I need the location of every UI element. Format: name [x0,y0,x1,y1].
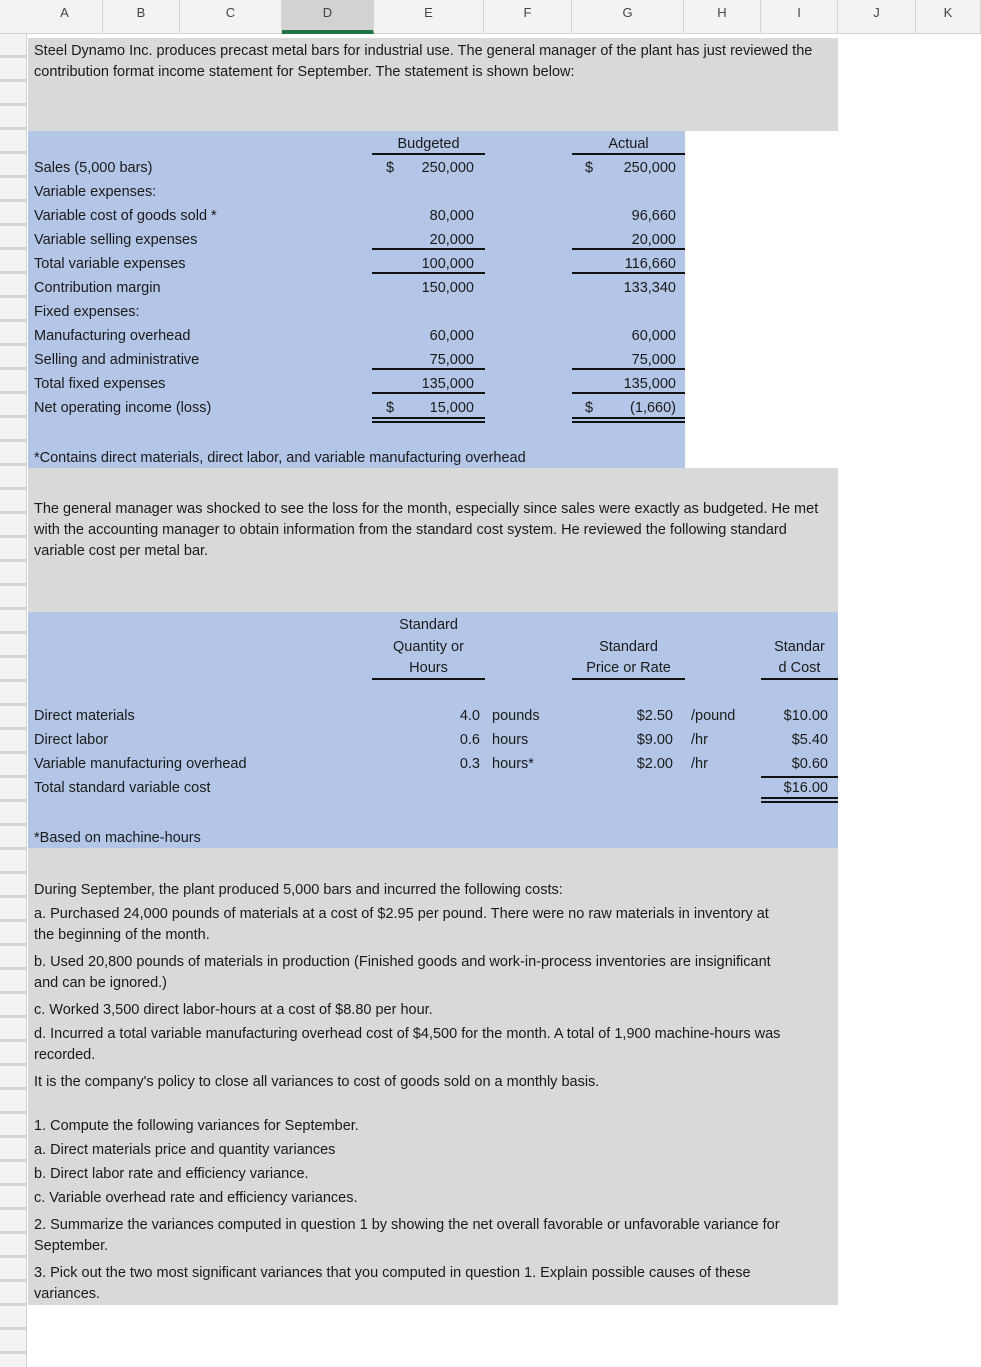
actual-value: 250,000 [623,160,676,176]
qty-header-2: Quantity or [393,639,464,655]
qty-header-1: Standard [399,617,458,633]
budgeted-value: 100,000 [421,256,474,272]
actual-value: (1,660) [630,400,676,416]
income-row-label: Variable cost of goods sold * [34,208,217,224]
underline [372,368,485,370]
cost-header-1: Standar [774,639,825,655]
standard-price: $2.50 [636,708,673,724]
currency-symbol: $ [386,160,395,176]
detail-item: c. Worked 3,500 direct labor-hours at a cost of $8.80 per hour. [34,1002,433,1018]
double-underline [372,421,485,423]
underline [372,248,485,250]
actual-value: 133,340 [623,280,676,296]
underline [372,392,485,394]
actual-value: 75,000 [631,352,676,368]
budgeted-value: 60,000 [429,328,474,344]
standard-cost: $0.60 [791,756,828,772]
price-header-2: Price or Rate [586,660,671,676]
standard-qty: 4.0 [459,708,480,724]
budgeted-value: 250,000 [421,160,474,176]
double-underline [372,417,485,419]
questions-list [34,1116,804,1305]
price-unit: /pound [691,708,736,724]
currency-symbol: $ [585,400,594,416]
column-header-c[interactable]: C [180,0,282,34]
detail-item: b. Used 20,800 pounds of materials in production (Finished goods and work-in-process inventories are insignificant and can be ignored.) [34,954,771,991]
double-underline [572,417,685,419]
income-row-label: Contribution margin [34,280,161,296]
column-header-k[interactable]: K [916,0,981,34]
standard-cost: $16.00 [783,780,828,796]
column-header-d[interactable]: D [282,0,374,34]
standard-row-label: Variable manufacturing overhead [34,756,247,772]
actual-value: 60,000 [631,328,676,344]
intro-text: Steel Dynamo Inc. produces precast metal bars for industrial use. The general manager of the plant has just reviewed the contribution format income statement for September. The statement is shown below: [34,43,813,80]
actual-value: 135,000 [623,376,676,392]
underline [572,368,685,370]
budgeted-header: Budgeted [397,136,460,152]
question-item: 1. Compute the following variances for September. [34,1118,359,1134]
column-header-b[interactable]: B [103,0,180,34]
standard-cost: $10.00 [783,708,828,724]
column-header-h[interactable]: H [684,0,761,34]
question-item: c. Variable overhead rate and efficiency variances. [34,1190,358,1206]
income-row-label: Manufacturing overhead [34,328,191,344]
detail-item: During September, the plant produced 5,000 bars and incurred the following costs: [34,882,563,898]
column-header-i[interactable]: I [761,0,838,34]
underline [572,272,685,274]
row-header-bar[interactable] [0,34,27,1367]
currency-symbol: $ [585,160,594,176]
column-header-a[interactable]: A [27,0,103,34]
income-row-label: Total fixed expenses [34,376,166,392]
question-item: b. Direct labor rate and efficiency variance. [34,1166,309,1182]
income-row-label: Sales (5,000 bars) [34,160,153,176]
standard-cost: $5.40 [791,732,828,748]
budgeted-value: 15,000 [429,400,474,416]
middle-text: The general manager was shocked to see the loss for the month, especially since sales were exactly as budgeted. He met with the accounting manager to obtain information from the standard cost system. He reviewed the following standard variable cost per metal bar. [34,501,819,559]
qty-header-3: Hours [409,660,448,676]
standard-qty: 0.3 [459,756,480,772]
underline [572,248,685,250]
income-footnote: *Contains direct materials, direct labor, and variable manufacturing overhead [34,450,526,466]
budgeted-value: 135,000 [421,376,474,392]
actual-value: 20,000 [631,232,676,248]
standard-price: $9.00 [636,732,673,748]
budgeted-value: 20,000 [429,232,474,248]
price-header-1: Standard [599,639,658,655]
detail-item: d. Incurred a total variable manufacturing overhead cost of $4,500 for the month. A total of 1,900 machine-hours was recorded. [34,1026,781,1063]
income-row-label: Variable selling expenses [34,232,198,248]
underline [372,272,485,274]
question-item: 2. Summarize the variances computed in question 1 by showing the net overall favorable or unfavorable variance for September. [34,1217,780,1254]
income-row-label: Selling and administrative [34,352,200,368]
underline [761,776,838,778]
standard-qty: 0.6 [459,732,480,748]
income-row-label: Total variable expenses [34,256,186,272]
column-header-f[interactable]: F [484,0,572,34]
column-header-e[interactable]: E [374,0,484,34]
budgeted-value: 80,000 [429,208,474,224]
standard-row-label: Direct materials [34,708,135,724]
underline [572,392,685,394]
standard-row-label: Direct labor [34,732,109,748]
currency-symbol: $ [386,400,395,416]
detail-item: It is the company's policy to close all variances to cost of goods sold on a monthly basis. [34,1074,600,1090]
standard-price: $2.00 [636,756,673,772]
price-unit: /hr [691,732,708,748]
budgeted-value: 150,000 [421,280,474,296]
qty-unit: pounds [492,708,540,724]
income-row-label: Net operating income (loss) [34,400,212,416]
double-underline [761,797,838,799]
standard-footnote: *Based on machine-hours [34,830,201,846]
price-unit: /hr [691,756,708,772]
detail-item: a. Purchased 24,000 pounds of materials at a cost of $2.95 per pound. There were no raw materials in inventory at the beginning of the month. [34,906,769,943]
cost-header-2: d Cost [778,660,821,676]
actual-value: 96,660 [631,208,676,224]
actual-value: 116,660 [624,256,676,272]
budgeted-value: 75,000 [429,352,474,368]
double-underline [572,421,685,423]
income-row-label: Variable expenses: [34,184,157,200]
question-item: a. Direct materials price and quantity variances [34,1142,336,1158]
actual-header: Actual [608,136,649,152]
details-list [34,880,824,1093]
question-item: 3. Pick out the two most significant variances that you computed in question 1. Explain possible causes of these variances. [34,1265,751,1302]
standard-row-label: Total standard variable cost [34,780,211,796]
qty-unit: hours [492,732,529,748]
double-underline [761,801,838,803]
column-header-g[interactable]: G [572,0,684,34]
income-row-label: Fixed expenses: [34,304,140,320]
qty-unit: hours* [492,756,534,772]
column-header-bar [0,0,981,34]
column-header-j[interactable]: J [838,0,916,34]
